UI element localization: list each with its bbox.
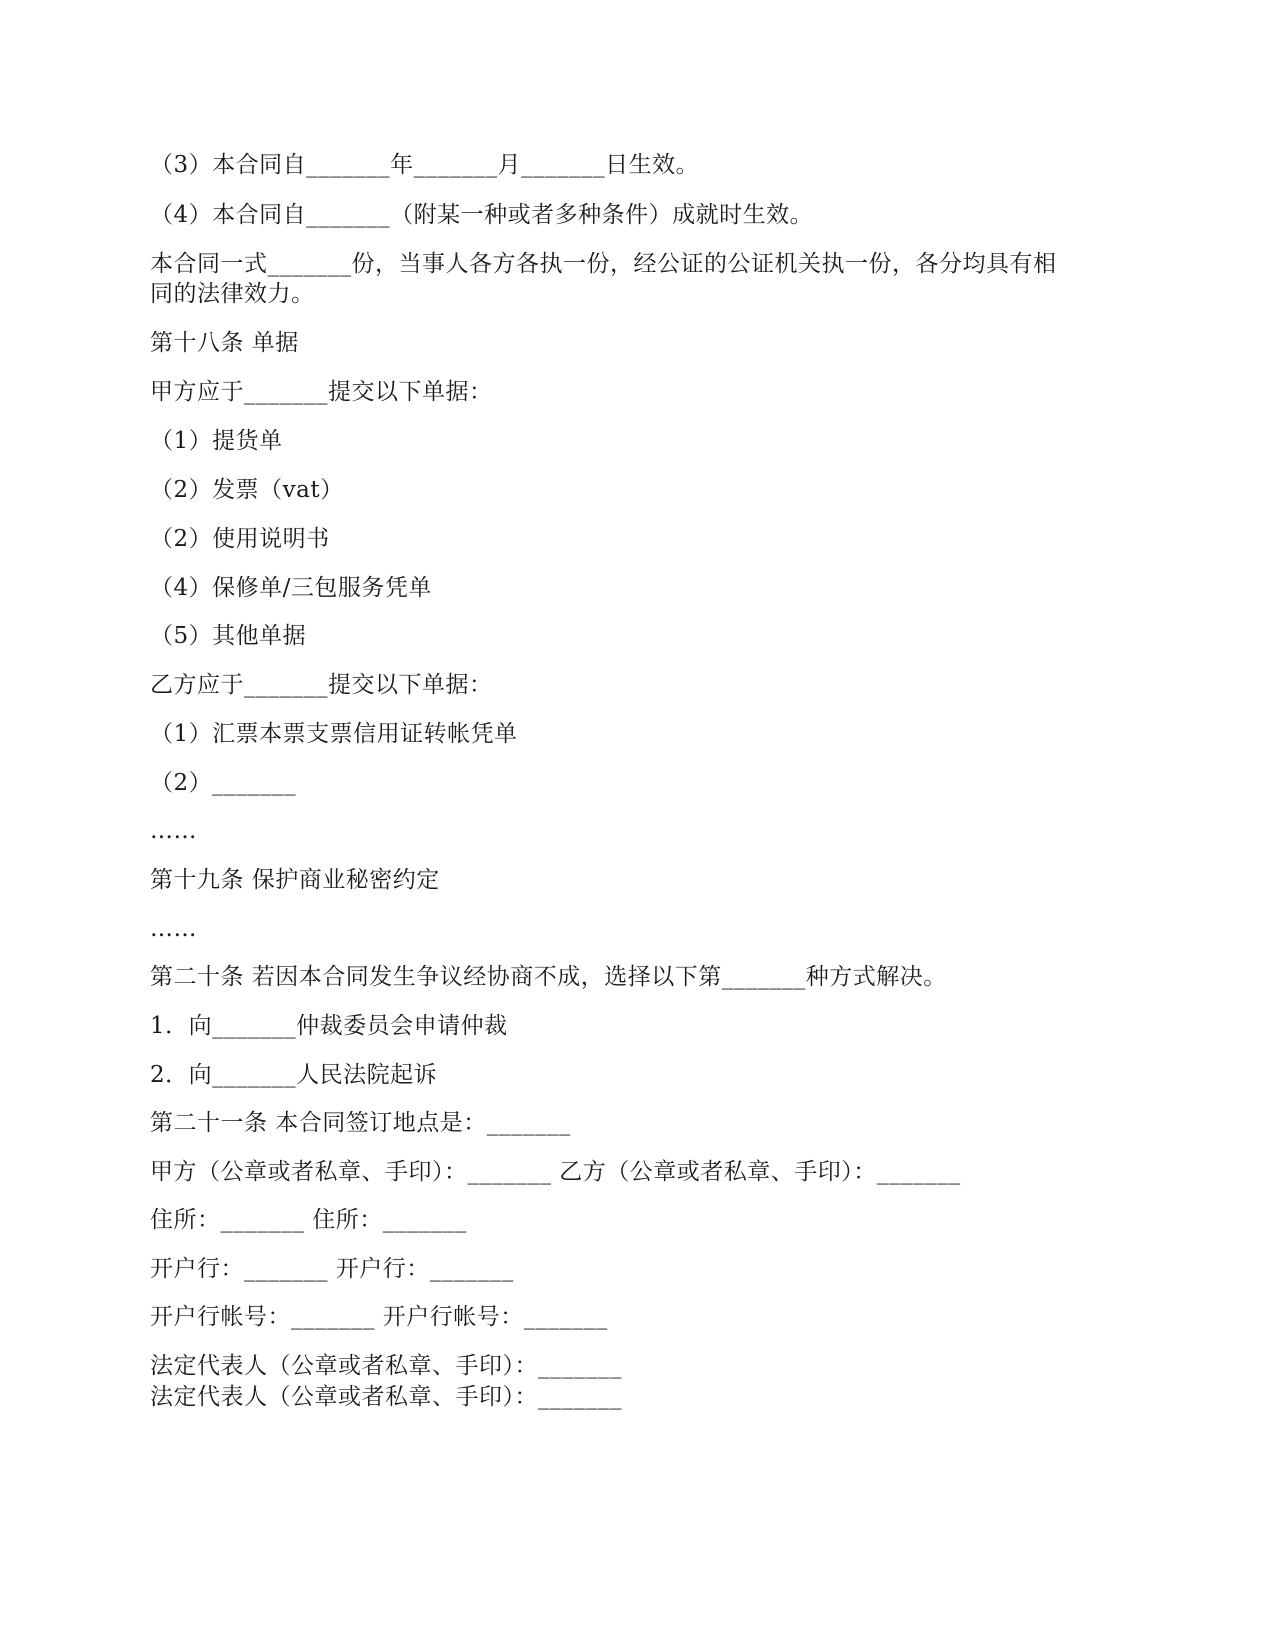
clause-effective-date: （3）本合同自_______年_______月_______日生效。 — [150, 152, 700, 178]
dispute-option-arbitration: 1．向_______仲裁委员会申请仲裁 — [150, 1013, 508, 1039]
party-a-documents-intro: 甲方应于_______提交以下单据： — [150, 379, 493, 405]
signature-legal-rep-a: 法定代表人（公章或者私章、手印）：_______ — [150, 1353, 622, 1379]
clause-effective-condition: （4）本合同自_______（附某一种或者多种条件）成就时生效。 — [150, 202, 814, 228]
list-item: （1）汇票本票支票信用证转帐凭单 — [150, 721, 518, 747]
dispute-option-court: 2．向_______人民法院起诉 — [150, 1062, 438, 1088]
party-b-documents-intro: 乙方应于_______提交以下单据： — [150, 672, 493, 698]
signature-parties: 甲方（公章或者私章、手印）：_______ 乙方（公章或者私章、手印）：_______ — [150, 1159, 961, 1185]
signature-bank-account: 开户行帐号：_______ 开户行帐号：_______ — [150, 1304, 608, 1330]
paragraph-copies-line-2: 同的法律效力。 — [150, 281, 315, 307]
list-item: （1）提货单 — [150, 428, 283, 454]
signature-address: 住所：_______ 住所：_______ — [150, 1207, 467, 1233]
list-item: （2）_______ — [150, 770, 297, 796]
signature-bank: 开户行：_______ 开户行：_______ — [150, 1256, 514, 1282]
list-item: （2）发票（vat） — [150, 477, 344, 503]
article-heading-dispute: 第二十条 若因本合同发生争议经协商不成，选择以下第_______种方式解决。 — [150, 964, 947, 990]
list-item: （5）其他单据 — [150, 623, 307, 649]
list-item: （2）使用说明书 — [150, 526, 330, 552]
article-heading-documents: 第十八条 单据 — [150, 330, 299, 356]
paragraph-copies-line-1: 本合同一式_______份，当事人各方各执一份，经公证的公证机关执一份，各分均具有相 — [150, 251, 1057, 277]
ellipsis: …… — [150, 916, 197, 942]
article-heading-signing-place: 第二十一条 本合同签订地点是：_______ — [150, 1110, 571, 1136]
signature-legal-rep-b: 法定代表人（公章或者私章、手印）：_______ — [150, 1384, 622, 1410]
article-heading-trade-secrets: 第十九条 保护商业秘密约定 — [150, 867, 440, 893]
ellipsis: …… — [150, 818, 197, 844]
list-item: （4）保修单/三包服务凭单 — [150, 575, 432, 601]
